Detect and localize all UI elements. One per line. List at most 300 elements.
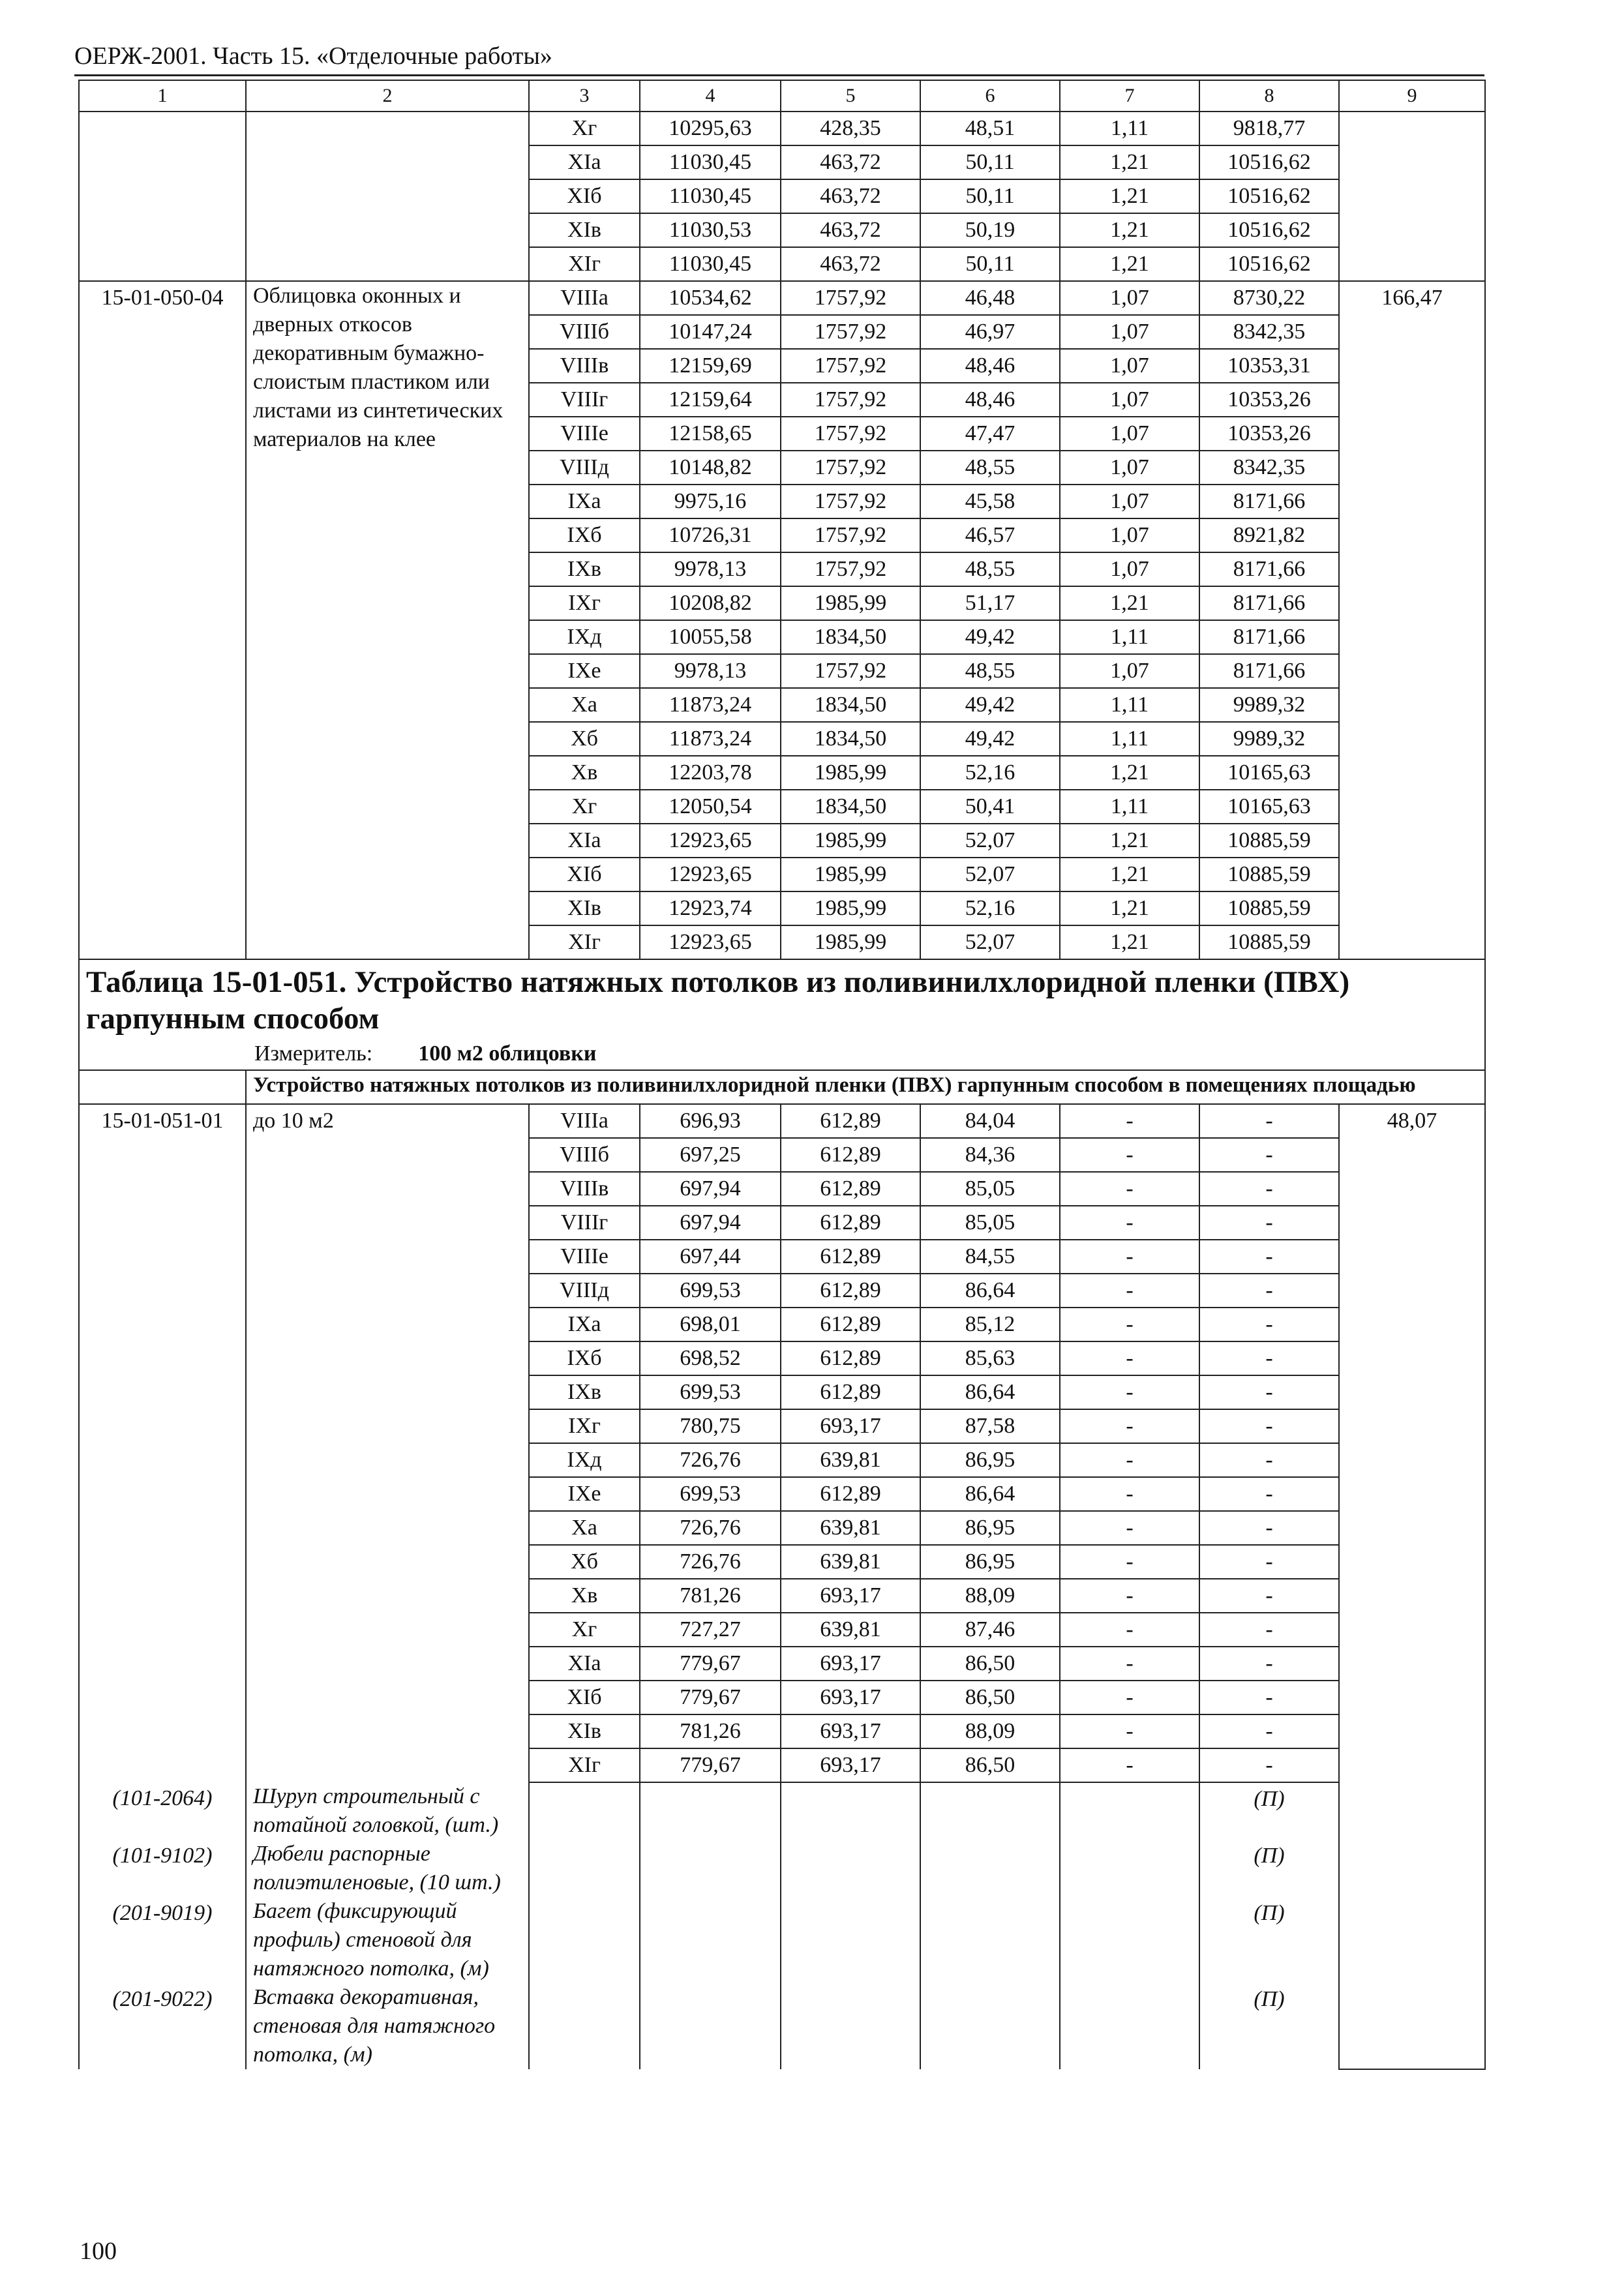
wages-cell: 1757,92 xyxy=(781,518,920,552)
wages-cell: 463,72 xyxy=(781,145,920,179)
drivers-wages-cell: 1,21 xyxy=(1060,756,1199,790)
machines-cell: 50,11 xyxy=(920,145,1060,179)
code-cell: 15-01-050-04 xyxy=(79,281,246,959)
empty-cell xyxy=(920,1782,1060,1840)
total-cost-cell: 699,53 xyxy=(640,1274,781,1308)
empty-cell xyxy=(920,1840,1060,1897)
machines-cell: 87,58 xyxy=(920,1409,1060,1443)
wages-cell: 1985,99 xyxy=(781,925,920,959)
machines-cell: 52,07 xyxy=(920,925,1060,959)
empty-cell xyxy=(781,1840,920,1897)
wages-cell: 1834,50 xyxy=(781,688,920,722)
wages-cell: 428,35 xyxy=(781,112,920,145)
zone-cell: Xг xyxy=(529,112,640,145)
zone-cell: XIг xyxy=(529,925,640,959)
norms-table xyxy=(78,80,1486,2070)
material-code: (101-2064) xyxy=(79,1782,246,1840)
materials-cell: 8171,66 xyxy=(1199,654,1339,688)
empty-cell xyxy=(640,1782,781,1840)
zone-cell: XIв xyxy=(529,213,640,247)
total-cost-cell: 779,67 xyxy=(640,1748,781,1782)
machines-cell: 86,50 xyxy=(920,1748,1060,1782)
machines-cell: 48,46 xyxy=(920,349,1060,383)
machines-cell: 52,16 xyxy=(920,756,1060,790)
machines-cell: 49,42 xyxy=(920,722,1060,756)
drivers-wages-cell: - xyxy=(1060,1308,1199,1341)
drivers-wages-cell: - xyxy=(1060,1104,1199,1138)
wages-cell: 1834,50 xyxy=(781,790,920,824)
drivers-wages-cell: 1,07 xyxy=(1060,281,1199,315)
zone-cell: IXг xyxy=(529,586,640,620)
drivers-wages-cell: - xyxy=(1060,1748,1199,1782)
machines-cell: 87,46 xyxy=(920,1613,1060,1647)
material-row xyxy=(79,1840,1485,1897)
machines-cell: 84,55 xyxy=(920,1240,1060,1274)
wages-cell: 612,89 xyxy=(781,1104,920,1138)
machines-cell: 52,07 xyxy=(920,858,1060,891)
total-cost-cell: 11030,45 xyxy=(640,145,781,179)
total-cost-cell: 779,67 xyxy=(640,1681,781,1714)
column-number: 4 xyxy=(640,80,781,112)
machines-cell: 86,64 xyxy=(920,1375,1060,1409)
wages-cell: 1757,92 xyxy=(781,315,920,349)
material-code: (101-9102) xyxy=(79,1840,246,1897)
wages-cell: 1757,92 xyxy=(781,552,920,586)
drivers-wages-cell: 1,11 xyxy=(1060,790,1199,824)
wages-cell: 1985,99 xyxy=(781,756,920,790)
zone-cell: XIб xyxy=(529,858,640,891)
wages-cell: 612,89 xyxy=(781,1308,920,1341)
total-cost-cell: 10534,62 xyxy=(640,281,781,315)
drivers-wages-cell: 1,21 xyxy=(1060,858,1199,891)
materials-cell: - xyxy=(1199,1714,1339,1748)
total-cost-cell: 11030,45 xyxy=(640,179,781,213)
materials-cell: - xyxy=(1199,1206,1339,1240)
machines-cell: 86,95 xyxy=(920,1511,1060,1545)
materials-cell: - xyxy=(1199,1579,1339,1613)
zone-cell: Xб xyxy=(529,722,640,756)
zone-cell: IXг xyxy=(529,1409,640,1443)
machines-cell: 46,57 xyxy=(920,518,1060,552)
wages-cell: 639,81 xyxy=(781,1613,920,1647)
total-cost-cell: 11030,53 xyxy=(640,213,781,247)
materials-cell: - xyxy=(1199,1138,1339,1172)
total-cost-cell: 697,25 xyxy=(640,1138,781,1172)
total-cost-cell: 699,53 xyxy=(640,1477,781,1511)
total-cost-cell: 726,76 xyxy=(640,1443,781,1477)
drivers-wages-cell: - xyxy=(1060,1375,1199,1409)
materials-cell: 9818,77 xyxy=(1199,112,1339,145)
materials-cell: 8171,66 xyxy=(1199,620,1339,654)
machines-cell: 86,64 xyxy=(920,1274,1060,1308)
zone-cell: IXе xyxy=(529,654,640,688)
zone-cell: IXб xyxy=(529,518,640,552)
drivers-wages-cell: 1,07 xyxy=(1060,383,1199,417)
wages-cell: 1834,50 xyxy=(781,722,920,756)
machines-cell: 46,48 xyxy=(920,281,1060,315)
code-cell xyxy=(79,112,246,281)
machines-cell: 52,16 xyxy=(920,891,1060,925)
drivers-wages-cell: 1,21 xyxy=(1060,213,1199,247)
machines-cell: 49,42 xyxy=(920,620,1060,654)
zone-cell: XIв xyxy=(529,1714,640,1748)
materials-cell: 10516,62 xyxy=(1199,213,1339,247)
zone-cell: IXа xyxy=(529,485,640,518)
zone-cell: VIIIд xyxy=(529,451,640,485)
machines-cell: 45,58 xyxy=(920,485,1060,518)
materials-cell: 10885,59 xyxy=(1199,824,1339,858)
total-cost-cell: 779,67 xyxy=(640,1647,781,1681)
empty-cell xyxy=(529,1897,640,1983)
materials-cell: 8921,82 xyxy=(1199,518,1339,552)
material-name: Шуруп строительный с потайной головкой, (шт.) xyxy=(246,1782,529,1840)
total-cost-cell: 12923,65 xyxy=(640,824,781,858)
empty-cell xyxy=(781,1897,920,1983)
materials-cell: 10165,63 xyxy=(1199,756,1339,790)
wages-cell: 1757,92 xyxy=(781,485,920,518)
table-title-row xyxy=(79,959,1485,1038)
machines-cell: 48,55 xyxy=(920,451,1060,485)
material-row xyxy=(79,1782,1485,1840)
col9-cell xyxy=(1339,112,1485,281)
machines-cell: 86,50 xyxy=(920,1681,1060,1714)
table-row xyxy=(79,1104,1485,1138)
zone-cell: Xа xyxy=(529,1511,640,1545)
machines-cell: 86,95 xyxy=(920,1545,1060,1579)
empty-cell xyxy=(1060,1983,1199,2069)
material-code: (201-9019) xyxy=(79,1897,246,1983)
total-cost-cell: 12923,65 xyxy=(640,925,781,959)
machines-cell: 52,07 xyxy=(920,824,1060,858)
materials-cell: 10516,62 xyxy=(1199,179,1339,213)
drivers-wages-cell: 1,21 xyxy=(1060,925,1199,959)
drivers-wages-cell: 1,07 xyxy=(1060,552,1199,586)
drivers-wages-cell: - xyxy=(1060,1477,1199,1511)
group-title-row xyxy=(79,1070,1485,1104)
machines-cell: 48,46 xyxy=(920,383,1060,417)
materials-cell: - xyxy=(1199,1511,1339,1545)
materials-cell: - xyxy=(1199,1443,1339,1477)
wages-cell: 1757,92 xyxy=(781,349,920,383)
empty-cell xyxy=(529,1840,640,1897)
wages-cell: 612,89 xyxy=(781,1172,920,1206)
machines-cell: 85,05 xyxy=(920,1172,1060,1206)
empty-cell xyxy=(920,1983,1060,2069)
materials-cell: 10353,26 xyxy=(1199,417,1339,451)
total-cost-cell: 10147,24 xyxy=(640,315,781,349)
materials-cell: 8342,35 xyxy=(1199,451,1339,485)
materials-cell: - xyxy=(1199,1274,1339,1308)
name-cell: Облицовка оконных и дверных откосов декоративным бумажно-слоистым пластиком или листами из синтетических материалов на клее xyxy=(246,281,529,959)
total-cost-cell: 10055,58 xyxy=(640,620,781,654)
total-cost-cell: 12159,64 xyxy=(640,383,781,417)
total-cost-cell: 698,52 xyxy=(640,1341,781,1375)
materials-cell: - xyxy=(1199,1545,1339,1579)
empty-cell xyxy=(529,1782,640,1840)
col9-cell: 166,47 xyxy=(1339,281,1485,959)
drivers-wages-cell: 1,21 xyxy=(1060,891,1199,925)
wages-cell: 1757,92 xyxy=(781,417,920,451)
zone-cell: VIIIе xyxy=(529,1240,640,1274)
drivers-wages-cell: - xyxy=(1060,1172,1199,1206)
machines-cell: 84,04 xyxy=(920,1104,1060,1138)
drivers-wages-cell: - xyxy=(1060,1647,1199,1681)
total-cost-cell: 11873,24 xyxy=(640,688,781,722)
wages-cell: 693,17 xyxy=(781,1748,920,1782)
zone-cell: VIIIб xyxy=(529,1138,640,1172)
machines-cell: 88,09 xyxy=(920,1579,1060,1613)
wages-cell: 463,72 xyxy=(781,213,920,247)
drivers-wages-cell: 1,07 xyxy=(1060,485,1199,518)
total-cost-cell: 699,53 xyxy=(640,1375,781,1409)
zone-cell: Xв xyxy=(529,756,640,790)
zone-cell: XIв xyxy=(529,891,640,925)
zone-cell: VIIIв xyxy=(529,1172,640,1206)
empty-cell xyxy=(640,1983,781,2069)
empty-cell xyxy=(640,1897,781,1983)
column-number: 9 xyxy=(1339,80,1485,112)
drivers-wages-cell: 1,21 xyxy=(1060,247,1199,281)
materials-cell: - xyxy=(1199,1240,1339,1274)
zone-cell: IXд xyxy=(529,620,640,654)
drivers-wages-cell: 1,07 xyxy=(1060,417,1199,451)
machines-cell: 50,11 xyxy=(920,179,1060,213)
drivers-wages-cell: 1,11 xyxy=(1060,112,1199,145)
drivers-wages-cell: 1,07 xyxy=(1060,451,1199,485)
wages-cell: 612,89 xyxy=(781,1240,920,1274)
materials-cell: - xyxy=(1199,1308,1339,1341)
measure-cell xyxy=(79,1038,1485,1070)
header-rule xyxy=(74,74,1484,76)
machines-cell: 48,51 xyxy=(920,112,1060,145)
drivers-wages-cell: 1,11 xyxy=(1060,688,1199,722)
materials-cell: - xyxy=(1199,1681,1339,1714)
wages-cell: 639,81 xyxy=(781,1443,920,1477)
drivers-wages-cell: - xyxy=(1060,1409,1199,1443)
total-cost-cell: 9975,16 xyxy=(640,485,781,518)
machines-cell: 86,50 xyxy=(920,1647,1060,1681)
drivers-wages-cell: - xyxy=(1060,1714,1199,1748)
drivers-wages-cell: - xyxy=(1060,1443,1199,1477)
materials-cell: 9989,32 xyxy=(1199,688,1339,722)
wages-cell: 463,72 xyxy=(781,179,920,213)
wages-cell: 1985,99 xyxy=(781,858,920,891)
column-number: 8 xyxy=(1199,80,1339,112)
machines-cell: 49,42 xyxy=(920,688,1060,722)
measure-row xyxy=(79,1038,1485,1070)
group-code-cell xyxy=(79,1070,246,1104)
machines-cell: 50,19 xyxy=(920,213,1060,247)
empty-cell xyxy=(1060,1897,1199,1983)
materials-cell: 10885,59 xyxy=(1199,925,1339,959)
drivers-wages-cell: - xyxy=(1060,1613,1199,1647)
drivers-wages-cell: - xyxy=(1060,1341,1199,1375)
materials-cell: - xyxy=(1199,1341,1339,1375)
material-mark: (П) xyxy=(1199,1897,1339,1983)
table-row xyxy=(79,112,1485,145)
total-cost-cell: 12923,65 xyxy=(640,858,781,891)
wages-cell: 612,89 xyxy=(781,1274,920,1308)
drivers-wages-cell: 1,11 xyxy=(1060,620,1199,654)
total-cost-cell: 781,26 xyxy=(640,1714,781,1748)
materials-cell: - xyxy=(1199,1748,1339,1782)
wages-cell: 693,17 xyxy=(781,1681,920,1714)
zone-cell: VIIIа xyxy=(529,1104,640,1138)
zone-cell: VIIIв xyxy=(529,349,640,383)
wages-cell: 1985,99 xyxy=(781,891,920,925)
zone-cell: IXе xyxy=(529,1477,640,1511)
name-cell xyxy=(246,112,529,281)
wages-cell: 693,17 xyxy=(781,1647,920,1681)
machines-cell: 86,64 xyxy=(920,1477,1060,1511)
wages-cell: 612,89 xyxy=(781,1477,920,1511)
zone-cell: XIг xyxy=(529,247,640,281)
total-cost-cell: 12159,69 xyxy=(640,349,781,383)
empty-cell xyxy=(529,1983,640,2069)
zone-cell: VIIIб xyxy=(529,315,640,349)
zone-cell: XIг xyxy=(529,1748,640,1782)
wages-cell: 1757,92 xyxy=(781,383,920,417)
drivers-wages-cell: 1,21 xyxy=(1060,145,1199,179)
zone-cell: IXв xyxy=(529,1375,640,1409)
zone-cell: XIа xyxy=(529,1647,640,1681)
materials-cell: 8171,66 xyxy=(1199,485,1339,518)
wages-cell: 1757,92 xyxy=(781,451,920,485)
zone-cell: XIа xyxy=(529,145,640,179)
zone-cell: VIIIг xyxy=(529,383,640,417)
materials-cell: 10165,63 xyxy=(1199,790,1339,824)
zone-cell: Xб xyxy=(529,1545,640,1579)
materials-cell: 10885,59 xyxy=(1199,858,1339,891)
total-cost-cell: 10295,63 xyxy=(640,112,781,145)
machines-cell: 85,63 xyxy=(920,1341,1060,1375)
wages-cell: 612,89 xyxy=(781,1138,920,1172)
total-cost-cell: 780,75 xyxy=(640,1409,781,1443)
materials-cell: 10516,62 xyxy=(1199,247,1339,281)
zone-cell: IXб xyxy=(529,1341,640,1375)
drivers-wages-cell: 1,07 xyxy=(1060,315,1199,349)
total-cost-cell: 781,26 xyxy=(640,1579,781,1613)
total-cost-cell: 697,94 xyxy=(640,1172,781,1206)
table-body xyxy=(79,80,1485,2069)
machines-cell: 50,41 xyxy=(920,790,1060,824)
zone-cell: VIIIг xyxy=(529,1206,640,1240)
wages-cell: 693,17 xyxy=(781,1409,920,1443)
materials-cell: - xyxy=(1199,1613,1339,1647)
measure-value: 100 м2 облицовки xyxy=(418,1041,597,1066)
machines-cell: 46,97 xyxy=(920,315,1060,349)
column-number: 3 xyxy=(529,80,640,112)
machines-cell: 88,09 xyxy=(920,1714,1060,1748)
materials-cell: - xyxy=(1199,1104,1339,1138)
material-mark: (П) xyxy=(1199,1840,1339,1897)
drivers-wages-cell: - xyxy=(1060,1681,1199,1714)
zone-cell: XIб xyxy=(529,1681,640,1714)
drivers-wages-cell: 1,21 xyxy=(1060,586,1199,620)
materials-cell: 10353,31 xyxy=(1199,349,1339,383)
materials-cell: - xyxy=(1199,1375,1339,1409)
zone-cell: XIб xyxy=(529,179,640,213)
zone-cell: VIIIд xyxy=(529,1274,640,1308)
wages-cell: 1985,99 xyxy=(781,824,920,858)
drivers-wages-cell: - xyxy=(1060,1206,1199,1240)
drivers-wages-cell: - xyxy=(1060,1274,1199,1308)
code-cell: 15-01-051-01 xyxy=(79,1104,246,1782)
zone-cell: IXв xyxy=(529,552,640,586)
total-cost-cell: 9978,13 xyxy=(640,654,781,688)
drivers-wages-cell: 1,07 xyxy=(1060,654,1199,688)
column-number: 2 xyxy=(246,80,529,112)
zone-cell: IXд xyxy=(529,1443,640,1477)
wages-cell: 612,89 xyxy=(781,1206,920,1240)
empty-cell xyxy=(781,1983,920,2069)
total-cost-cell: 697,44 xyxy=(640,1240,781,1274)
drivers-wages-cell: - xyxy=(1060,1240,1199,1274)
materials-cell: 10885,59 xyxy=(1199,891,1339,925)
wages-cell: 612,89 xyxy=(781,1375,920,1409)
total-cost-cell: 9978,13 xyxy=(640,552,781,586)
machines-cell: 50,11 xyxy=(920,247,1060,281)
zone-cell: Xг xyxy=(529,1613,640,1647)
wages-cell: 1834,50 xyxy=(781,620,920,654)
machines-cell: 84,36 xyxy=(920,1138,1060,1172)
total-cost-cell: 10148,82 xyxy=(640,451,781,485)
wages-cell: 1985,99 xyxy=(781,586,920,620)
column-number: 6 xyxy=(920,80,1060,112)
zone-cell: IXа xyxy=(529,1308,640,1341)
table-title: Таблица 15-01-051. Устройство натяжных потолков из поливинилхлоридной пленки (ПВХ) гарпунным способом xyxy=(79,959,1485,1038)
machines-cell: 48,55 xyxy=(920,552,1060,586)
total-cost-cell: 12203,78 xyxy=(640,756,781,790)
drivers-wages-cell: - xyxy=(1060,1579,1199,1613)
material-name: Дюбели распорные полиэтиленовые, (10 шт.) xyxy=(246,1840,529,1897)
col9-cell: 48,07 xyxy=(1339,1104,1485,2069)
machines-cell: 86,95 xyxy=(920,1443,1060,1477)
wages-cell: 639,81 xyxy=(781,1511,920,1545)
machines-cell: 51,17 xyxy=(920,586,1060,620)
zone-cell: Xа xyxy=(529,688,640,722)
drivers-wages-cell: - xyxy=(1060,1511,1199,1545)
material-row xyxy=(79,1983,1485,2069)
zone-cell: Xг xyxy=(529,790,640,824)
name-cell: до 10 м2 xyxy=(246,1104,529,1782)
zone-cell: VIIIе xyxy=(529,417,640,451)
machines-cell: 48,55 xyxy=(920,654,1060,688)
total-cost-cell: 12158,65 xyxy=(640,417,781,451)
materials-cell: 8171,66 xyxy=(1199,552,1339,586)
empty-cell xyxy=(781,1782,920,1840)
drivers-wages-cell: 1,07 xyxy=(1060,349,1199,383)
total-cost-cell: 12050,54 xyxy=(640,790,781,824)
materials-cell: 8342,35 xyxy=(1199,315,1339,349)
material-row xyxy=(79,1897,1485,1983)
total-cost-cell: 10208,82 xyxy=(640,586,781,620)
materials-cell: - xyxy=(1199,1172,1339,1206)
materials-cell: - xyxy=(1199,1409,1339,1443)
machines-cell: 47,47 xyxy=(920,417,1060,451)
page-number: 100 xyxy=(80,2237,117,2265)
wages-cell: 693,17 xyxy=(781,1714,920,1748)
materials-cell: - xyxy=(1199,1477,1339,1511)
empty-cell xyxy=(1060,1782,1199,1840)
wages-cell: 1757,92 xyxy=(781,281,920,315)
materials-cell: 9989,32 xyxy=(1199,722,1339,756)
column-number: 1 xyxy=(79,80,246,112)
total-cost-cell: 12923,74 xyxy=(640,891,781,925)
total-cost-cell: 726,76 xyxy=(640,1511,781,1545)
wages-cell: 463,72 xyxy=(781,247,920,281)
measure-label: Измеритель: xyxy=(254,1041,373,1066)
